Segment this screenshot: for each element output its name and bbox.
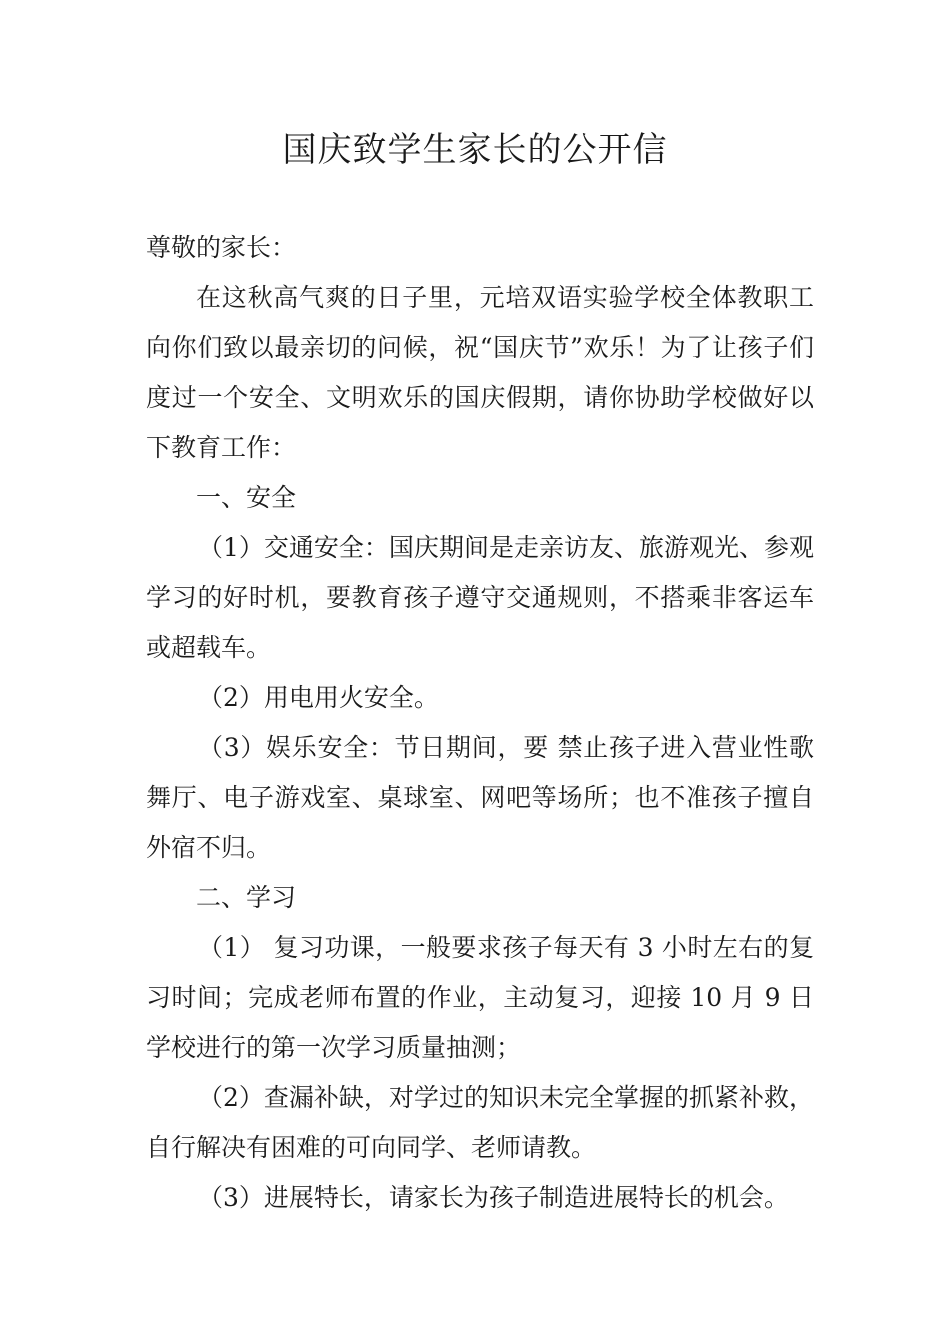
safety-item-traffic: （1）交通安全：国庆期间是走亲访友、旅游观光、参观学习的好时机，要教育孩子遵守交通规则，不搭乘非客运车或超载车。 [146, 533, 814, 662]
intro-paragraph: 在这秋高气爽的日子里，元培双语实验学校全体教职工向你们致以最亲切的问候，祝“国庆节”欢乐！为了让孩子们度过一个安全、文明欢乐的国庆假期，请你协助学校做好以下教育工作： [146, 283, 814, 462]
study-item-talents: （3）进展特长，请家长为孩子制造进展特长的机会。 [198, 1183, 789, 1212]
letter-body [146, 223, 814, 1223]
study-item-fill-gaps: （2）查漏补缺，对学过的知识未完全掌握的抓紧补救，自行解决有困难的可向同学、老师请教。 [146, 1083, 814, 1162]
study-item-review: （1） 复习功课，一般要求孩子每天有 3 小时左右的复习时间；完成老师布置的作业，主动复习，迎接 10 月 9 日学校进行的第一次学习质量抽测； [146, 933, 814, 1062]
page-title: 国庆致学生家长的公开信 [282, 130, 668, 170]
salutation: 尊敬的家长： [146, 233, 297, 262]
safety-item-entertainment: （3）娱乐安全：节日期间，要 禁止孩子进入营业性歌舞厅、电子游戏室、桌球室、网吧等场所；也不准孩子擅自外宿不归。 [146, 733, 814, 862]
section-heading-study: 二、学习 [196, 883, 297, 912]
safety-item-electricity-fire: （2）用电用火安全。 [198, 683, 439, 712]
section-heading-safety: 一、安全 [196, 483, 297, 512]
